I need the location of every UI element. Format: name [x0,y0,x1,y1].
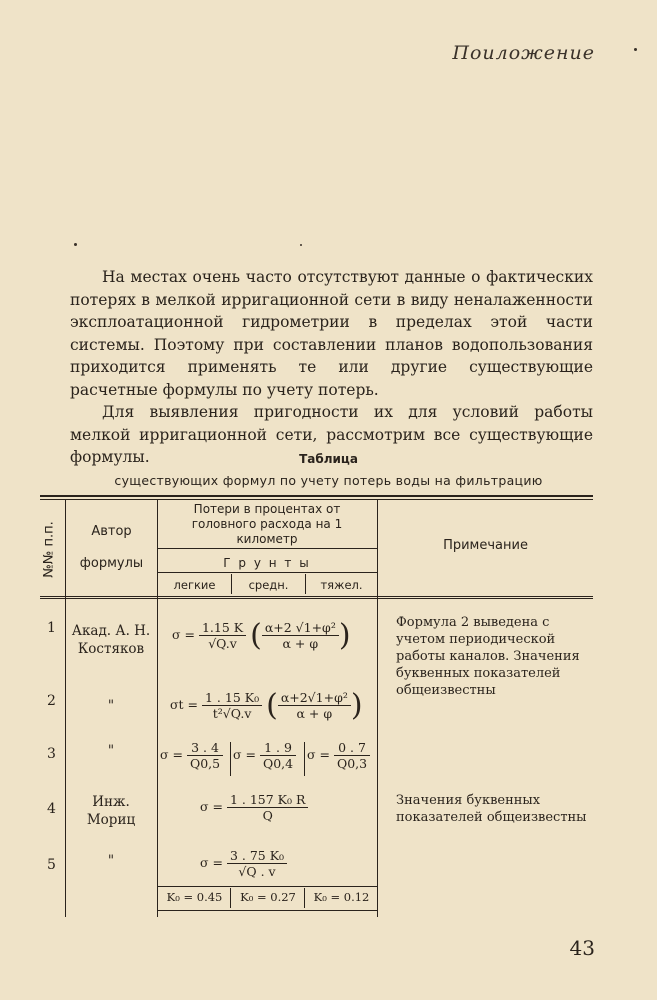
formula-divider [304,742,305,776]
header-light: легкие [173,578,216,592]
header-author-line2: формулы [79,556,144,571]
header-bottom-rule-2 [40,598,593,599]
speck-dot [300,244,302,246]
note-cell: Формула 2 выведена с учетом периодической работы каналов. Значения буквенных показателей общеизвестны [396,615,580,698]
page-number: 43 [569,936,595,960]
losses-rule [157,548,377,549]
k-divider [230,888,231,908]
author-cell: Акад. А. Н. Костяков [71,623,151,657]
k-heavy: K₀ = 0.12 [313,890,370,904]
header-bottom-rule [40,596,593,597]
header-note: Примечание [443,538,528,553]
k-row-rule [157,886,377,887]
header-num: №№ п.п. [41,521,57,578]
author-cell: " [107,743,115,759]
table-top-rule [40,495,593,497]
col-divider [377,499,378,917]
speck-dot [74,243,77,246]
formula-1: σ = $\frac{1.15 K}{√Q.v}$ ( $\frac{\text{α+2 √1+φ²}}{\alpha + \varphi}$ ) [172,617,351,653]
header-author-line1: Автор [91,524,132,539]
formula-2: σt = $\frac{\text{1 . 15 K₀}}{\text{t²√Q.v}}$ ( $\frac{\text{α+2√1+φ²}}{\alpha + \varphi}$ ) [170,687,363,723]
author-cell: " [107,853,115,869]
paragraph: На местах очень часто отсутствуют данные о фактических потерях в мелкой ирригационной сети в виду неналаженности эксплоатационной гидрометрии в пределах этой части системы. Поэтому при составлении планов водопользования приходится применять те или другие существующие расчетные формулы по учету потерь. [70,268,593,399]
header-losses: Потери в процентах от головного расхода на 1 километр [191,502,343,546]
formula-5: σ = $\frac{\text{3 . 75 K₀}}{√Q . v}$ [200,848,287,879]
formula-3-heavy: σ = $\frac{0 . 7}{Q0,3}$ [307,740,370,771]
page-header-title: Поиложение [452,42,595,64]
formula-4: σ = $\frac{\text{1 . 157 K₀ R}}{Q}$ [200,792,308,823]
table-title: Таблица [299,452,358,466]
k-medium: K₀ = 0.27 [240,890,296,904]
row-number: 5 [47,857,56,873]
soils-rule [157,572,377,573]
row-number: 4 [47,801,56,817]
header-dot [634,48,637,51]
k-light: K₀ = 0.45 [166,890,223,904]
formula-3-medium: σ = $\frac{1 . 9}{Q0,4}$ [233,740,296,771]
row-number: 2 [47,693,56,709]
paragraph: Для выявления пригодности их для условий работы мелкой ирригационной сети, рассмотрим все существующие формулы. [70,403,593,466]
body-text [70,266,593,469]
header-medium: средн. [248,578,289,592]
row-number: 3 [47,746,56,762]
formula-divider [230,742,231,776]
table-top-rule-inner [40,499,593,500]
table-subtitle: существующих формул по учету потерь воды на фильтрацию [114,473,543,488]
formula-3-light: σ = $\frac{3 . 4}{Q0,5}$ [160,740,223,771]
header-soils: Г р у н т ы [223,556,311,570]
k-divider [304,888,305,908]
author-cell: " [107,698,115,714]
note-cell: Значения буквенных показателей общеизвестны [396,793,587,825]
header-heavy: тяжел. [320,578,363,592]
table-bottom-rule [157,910,377,911]
row-number: 1 [47,620,56,636]
author-cell: Инж. Мориц [86,794,136,828]
